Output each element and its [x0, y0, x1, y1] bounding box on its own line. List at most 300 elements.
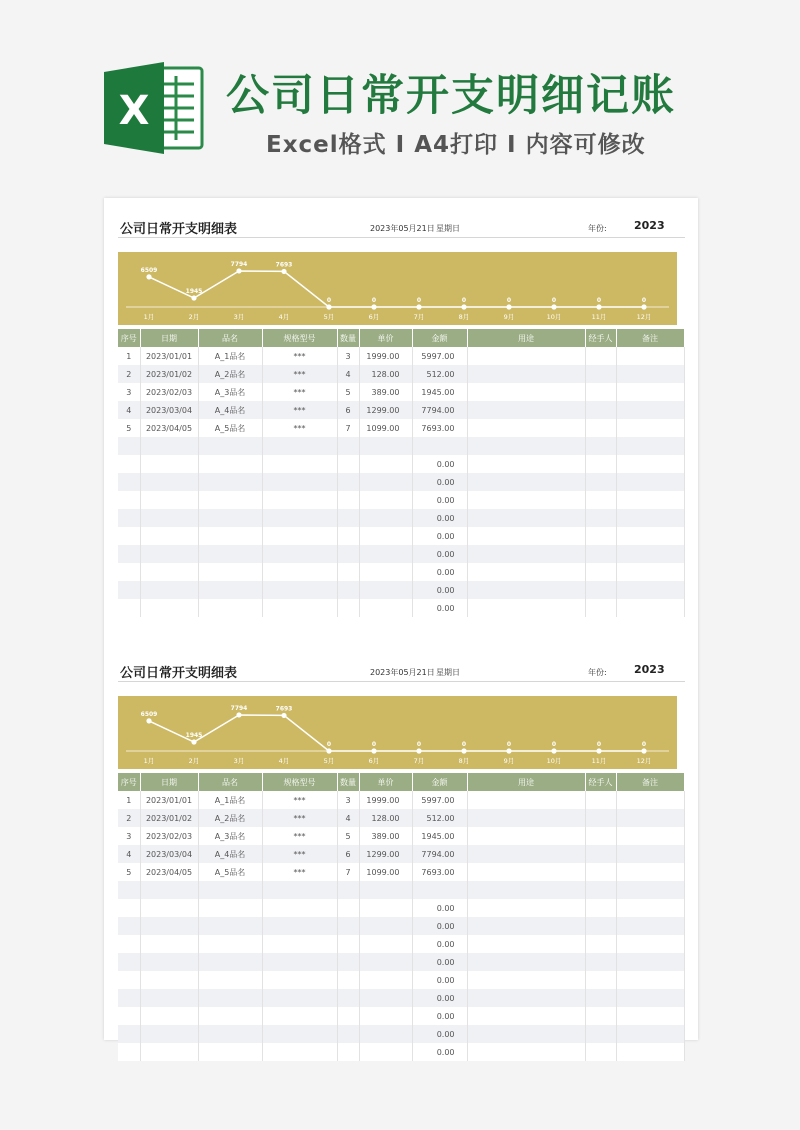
table-cell: [616, 455, 684, 473]
data-point: [371, 304, 376, 309]
table-cell: 128.00: [359, 365, 412, 383]
table-cell: [467, 971, 585, 989]
table-cell: [337, 989, 359, 1007]
data-point: [551, 748, 556, 753]
table-cell: [359, 971, 412, 989]
column-header: 经手人: [585, 329, 616, 347]
table-cell: [198, 563, 262, 581]
table-cell: [140, 1025, 198, 1043]
table-cell: 7: [337, 419, 359, 437]
table-row: [118, 491, 684, 509]
table-cell: [585, 971, 616, 989]
data-label: 0: [326, 297, 332, 304]
table-cell: [616, 989, 684, 1007]
table-cell: 2023/02/03: [140, 383, 198, 401]
table-cell: 0.00: [412, 509, 467, 527]
table-cell: [359, 935, 412, 953]
table-cell: [140, 473, 198, 491]
table-cell: [585, 827, 616, 845]
table-cell: [585, 383, 616, 401]
table-cell: [585, 491, 616, 509]
table-cell: [585, 881, 616, 899]
table-cell: [118, 989, 140, 1007]
table-cell: [198, 989, 262, 1007]
column-header: 数量: [337, 329, 359, 347]
sheet-title: 公司日常开支明细表: [120, 222, 238, 237]
data-point: [326, 304, 331, 309]
x-tick-label: 10月: [546, 757, 562, 765]
table-cell: [585, 509, 616, 527]
sub-title: Excel格式 I A4打印 I 内容可修改: [266, 132, 646, 158]
table-cell: [118, 527, 140, 545]
table-cell: [118, 881, 140, 899]
table-cell: 4: [118, 401, 140, 419]
table-cell: [198, 953, 262, 971]
table-cell: [118, 509, 140, 527]
table-row: [118, 1007, 684, 1025]
column-header: 日期: [140, 329, 198, 347]
table-cell: 1: [118, 791, 140, 809]
sheet-weekday: 星期日: [436, 668, 460, 677]
column-header: 规格型号: [262, 329, 337, 347]
table-cell: [616, 419, 684, 437]
table-cell: A_5品名: [198, 419, 262, 437]
data-point: [236, 712, 241, 717]
table-cell: [616, 365, 684, 383]
column-header: 金额: [412, 773, 467, 791]
table-cell: [616, 563, 684, 581]
x-tick-label: 9月: [503, 757, 515, 765]
excel-logo-letter: X: [118, 88, 150, 134]
expense-sheet-2: [118, 660, 685, 1061]
table-cell: [359, 1025, 412, 1043]
table-cell: A_4品名: [198, 401, 262, 419]
table-cell: [616, 599, 684, 617]
table-row: [118, 899, 684, 917]
x-tick-label: 1月: [143, 313, 155, 321]
table-cell: [140, 1043, 198, 1061]
table-cell: 0.00: [412, 989, 467, 1007]
table-cell: [467, 581, 585, 599]
table-cell: 1099.00: [359, 419, 412, 437]
table-row: [118, 437, 684, 455]
table-cell: [359, 491, 412, 509]
table-cell: [337, 563, 359, 581]
table-cell: [585, 401, 616, 419]
table-row: [118, 509, 684, 527]
table-cell: [467, 473, 585, 491]
table-cell: [616, 581, 684, 599]
table-cell: [337, 917, 359, 935]
table-row: [118, 347, 684, 365]
column-header: 经手人: [585, 773, 616, 791]
table-row: [118, 863, 684, 881]
table-cell: [585, 545, 616, 563]
table-cell: [118, 1025, 140, 1043]
x-tick-label: 12月: [636, 313, 652, 321]
x-tick-label: 3月: [233, 313, 245, 321]
table-cell: [467, 365, 585, 383]
table-cell: [467, 1025, 585, 1043]
table-cell: 6: [337, 401, 359, 419]
table-cell: [585, 863, 616, 881]
table-cell: [616, 347, 684, 365]
table-row: [118, 845, 684, 863]
table-cell: [467, 953, 585, 971]
table-row: [118, 527, 684, 545]
table-row: [118, 791, 684, 809]
data-point: [191, 739, 196, 744]
data-point: [326, 748, 331, 753]
table-cell: ***: [262, 791, 337, 809]
table-cell: [467, 827, 585, 845]
table-cell: [616, 473, 684, 491]
table-cell: A_2品名: [198, 365, 262, 383]
table-cell: [467, 509, 585, 527]
column-header: 数量: [337, 773, 359, 791]
data-label: 6509: [140, 266, 158, 274]
table-cell: ***: [262, 863, 337, 881]
column-header: 序号: [118, 329, 140, 347]
data-label: 0: [641, 741, 647, 748]
data-point: [641, 304, 646, 309]
column-header: 用途: [467, 329, 585, 347]
column-header: 序号: [118, 773, 140, 791]
table-cell: [585, 365, 616, 383]
table-cell: [616, 953, 684, 971]
table-cell: 5: [118, 863, 140, 881]
table-cell: 0.00: [412, 581, 467, 599]
column-header: 品名: [198, 329, 262, 347]
table-cell: 0.00: [412, 1007, 467, 1025]
x-tick-label: 6月: [368, 757, 380, 765]
data-label: 0: [506, 297, 512, 304]
table-cell: A_2品名: [198, 809, 262, 827]
table-cell: [616, 971, 684, 989]
table-cell: [616, 1025, 684, 1043]
table-cell: [585, 1007, 616, 1025]
table-cell: A_1品名: [198, 347, 262, 365]
table-cell: [198, 1007, 262, 1025]
table-cell: [585, 791, 616, 809]
data-label: 0: [416, 741, 422, 748]
data-label: 0: [596, 297, 602, 304]
table-cell: [585, 899, 616, 917]
data-point: [641, 748, 646, 753]
table-cell: 2023/01/01: [140, 347, 198, 365]
table-cell: A_4品名: [198, 845, 262, 863]
table-cell: [140, 437, 198, 455]
table-cell: 0.00: [412, 599, 467, 617]
table-cell: [337, 491, 359, 509]
table-cell: [140, 581, 198, 599]
table-cell: [140, 1007, 198, 1025]
table-cell: 2023/04/05: [140, 419, 198, 437]
table-cell: 4: [118, 845, 140, 863]
table-cell: 512.00: [412, 365, 467, 383]
table-cell: [337, 527, 359, 545]
table-row: [118, 971, 684, 989]
data-label: 0: [461, 297, 467, 304]
table-cell: [585, 473, 616, 491]
table-cell: [616, 791, 684, 809]
table-cell: 0.00: [412, 935, 467, 953]
table-cell: [118, 491, 140, 509]
table-cell: 0.00: [412, 1043, 467, 1061]
table-cell: [585, 935, 616, 953]
table-cell: [359, 437, 412, 455]
data-point: [281, 713, 286, 718]
table-cell: 1299.00: [359, 401, 412, 419]
data-point: [281, 269, 286, 274]
table-cell: ***: [262, 401, 337, 419]
data-point: [416, 304, 421, 309]
table-cell: 4: [337, 365, 359, 383]
table-cell: [198, 527, 262, 545]
table-cell: A_1品名: [198, 791, 262, 809]
table-cell: [337, 437, 359, 455]
x-tick-label: 5月: [323, 757, 335, 765]
table-cell: [359, 989, 412, 1007]
x-tick-label: 8月: [458, 757, 470, 765]
expense-table: [118, 773, 685, 1061]
data-point: [596, 304, 601, 309]
table-cell: ***: [262, 419, 337, 437]
table-cell: [198, 509, 262, 527]
table-cell: 0.00: [412, 971, 467, 989]
table-cell: [359, 509, 412, 527]
table-cell: [585, 1043, 616, 1061]
table-row: [118, 917, 684, 935]
table-cell: [118, 971, 140, 989]
table-cell: 0.00: [412, 953, 467, 971]
x-tick-label: 10月: [546, 313, 562, 321]
table-cell: 0.00: [412, 563, 467, 581]
table-cell: [359, 917, 412, 935]
table-cell: [337, 455, 359, 473]
table-row: [118, 455, 684, 473]
data-point: [506, 304, 511, 309]
table-cell: [359, 563, 412, 581]
table-cell: 0.00: [412, 527, 467, 545]
table-cell: 1945.00: [412, 383, 467, 401]
table-cell: [359, 899, 412, 917]
data-label: 0: [416, 297, 422, 304]
table-row: [118, 935, 684, 953]
table-cell: [337, 599, 359, 617]
table-row: [118, 881, 684, 899]
table-row: [118, 365, 684, 383]
data-point: [506, 748, 511, 753]
table-cell: [198, 599, 262, 617]
table-cell: 7693.00: [412, 863, 467, 881]
x-tick-label: 11月: [591, 313, 607, 321]
data-point: [371, 748, 376, 753]
sheet-header: [118, 216, 685, 238]
table-cell: [412, 881, 467, 899]
data-label: 7693: [275, 705, 293, 713]
table-cell: [140, 509, 198, 527]
table-cell: [616, 1043, 684, 1061]
data-label: 7693: [275, 261, 293, 269]
data-label: 0: [506, 741, 512, 748]
x-tick-label: 3月: [233, 757, 245, 765]
table-cell: [467, 419, 585, 437]
table-cell: 512.00: [412, 809, 467, 827]
table-cell: [359, 881, 412, 899]
table-row: [118, 827, 684, 845]
table-cell: [262, 437, 337, 455]
data-point: [191, 295, 196, 300]
table-row: [118, 1025, 684, 1043]
table-cell: 3: [118, 383, 140, 401]
year-value: 2023: [634, 219, 665, 232]
x-tick-label: 1月: [143, 757, 155, 765]
table-cell: A_3品名: [198, 383, 262, 401]
column-header: 备注: [616, 773, 684, 791]
sheet-title: 公司日常开支明细表: [120, 666, 238, 681]
table-cell: [585, 917, 616, 935]
table-cell: 0.00: [412, 1025, 467, 1043]
x-tick-label: 4月: [278, 313, 290, 321]
data-label: 0: [551, 297, 557, 304]
table-cell: [262, 455, 337, 473]
x-tick-label: 2月: [188, 313, 200, 321]
table-cell: [359, 455, 412, 473]
table-cell: [467, 935, 585, 953]
table-cell: [467, 527, 585, 545]
year-label: 年份:: [588, 224, 607, 233]
table-cell: 6: [337, 845, 359, 863]
table-cell: [198, 1025, 262, 1043]
table-cell: [140, 455, 198, 473]
sheet-weekday: 星期日: [436, 224, 460, 233]
table-cell: [198, 455, 262, 473]
table-cell: [337, 1043, 359, 1061]
table-cell: [585, 563, 616, 581]
table-cell: [198, 473, 262, 491]
data-point: [596, 748, 601, 753]
table-row: [118, 599, 684, 617]
table-cell: [198, 899, 262, 917]
table-cell: ***: [262, 827, 337, 845]
table-row: [118, 473, 684, 491]
table-cell: 389.00: [359, 383, 412, 401]
table-cell: [616, 845, 684, 863]
table-cell: 389.00: [359, 827, 412, 845]
table-cell: [359, 1007, 412, 1025]
table-cell: [616, 545, 684, 563]
line-chart: [118, 696, 677, 769]
x-tick-label: 12月: [636, 757, 652, 765]
data-label: 1945: [185, 288, 203, 296]
table-cell: [585, 599, 616, 617]
table-cell: 1299.00: [359, 845, 412, 863]
table-cell: [262, 473, 337, 491]
table-cell: ***: [262, 347, 337, 365]
table-row: [118, 581, 684, 599]
table-cell: [585, 437, 616, 455]
table-cell: [262, 1043, 337, 1061]
table-cell: 3: [337, 347, 359, 365]
table-row: [118, 1043, 684, 1061]
table-cell: A_5品名: [198, 863, 262, 881]
data-label: 0: [551, 741, 557, 748]
table-cell: [616, 863, 684, 881]
table-cell: 5997.00: [412, 791, 467, 809]
document-page: [104, 198, 698, 1057]
table-cell: [140, 527, 198, 545]
table-cell: [118, 437, 140, 455]
table-cell: [140, 545, 198, 563]
data-label: 0: [596, 741, 602, 748]
table-cell: 1999.00: [359, 347, 412, 365]
table-cell: [140, 881, 198, 899]
table-cell: [140, 599, 198, 617]
expense-table: [118, 329, 685, 617]
table-cell: [262, 971, 337, 989]
table-cell: 2023/03/04: [140, 845, 198, 863]
table-cell: [140, 917, 198, 935]
table-cell: [118, 935, 140, 953]
table-cell: 0.00: [412, 917, 467, 935]
sheet-header: [118, 660, 685, 682]
table-cell: [359, 527, 412, 545]
table-row: [118, 989, 684, 1007]
table-cell: [262, 881, 337, 899]
data-label: 6509: [140, 710, 158, 718]
table-cell: [467, 401, 585, 419]
table-cell: [467, 863, 585, 881]
table-cell: [337, 1025, 359, 1043]
table-cell: 3: [118, 827, 140, 845]
table-cell: [118, 455, 140, 473]
excel-logo-icon: [104, 62, 204, 154]
year-value: 2023: [634, 663, 665, 676]
column-header: 用途: [467, 773, 585, 791]
table-cell: ***: [262, 809, 337, 827]
table-cell: [262, 935, 337, 953]
table-cell: [616, 491, 684, 509]
table-row: [118, 953, 684, 971]
table-cell: [140, 935, 198, 953]
table-cell: [585, 809, 616, 827]
table-cell: 7: [337, 863, 359, 881]
table-cell: 1: [118, 347, 140, 365]
table-cell: 2023/02/03: [140, 827, 198, 845]
table-cell: [616, 527, 684, 545]
table-cell: ***: [262, 845, 337, 863]
table-cell: 5: [118, 419, 140, 437]
table-cell: 3: [337, 791, 359, 809]
data-label: 7794: [230, 704, 248, 712]
table-cell: 7794.00: [412, 845, 467, 863]
table-cell: [337, 935, 359, 953]
table-cell: [337, 881, 359, 899]
table-cell: [262, 581, 337, 599]
table-cell: [467, 455, 585, 473]
monthly-expense-chart: [118, 252, 677, 325]
x-tick-label: 5月: [323, 313, 335, 321]
table-cell: 0.00: [412, 473, 467, 491]
table-cell: [359, 1043, 412, 1061]
data-point: [146, 274, 151, 279]
table-cell: [198, 545, 262, 563]
table-cell: [262, 917, 337, 935]
series-line: [149, 715, 647, 751]
table-cell: [118, 953, 140, 971]
data-label: 7794: [230, 260, 248, 268]
